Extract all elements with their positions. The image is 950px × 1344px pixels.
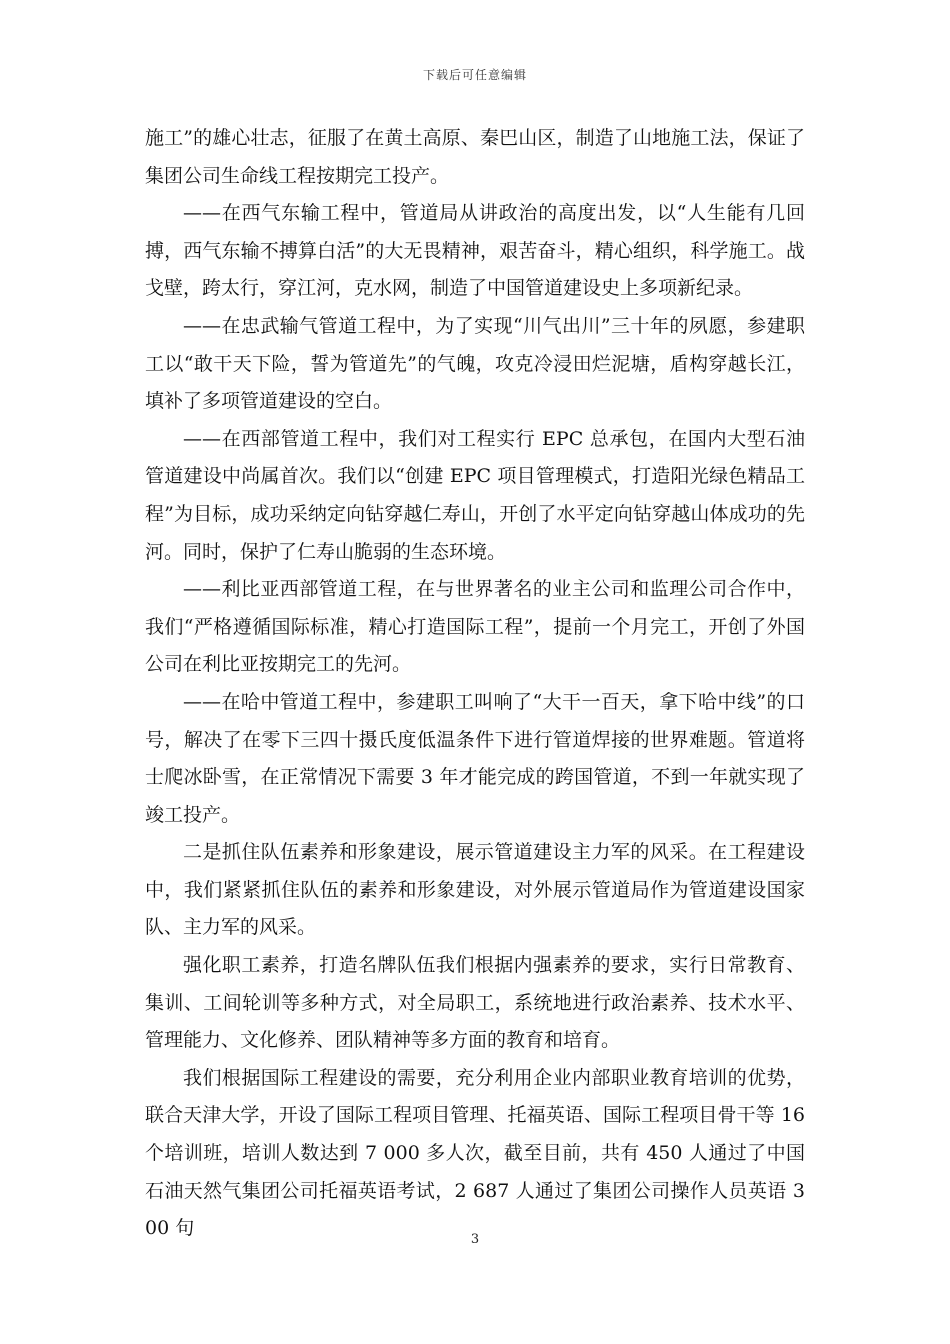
page-number: 3 bbox=[470, 1232, 480, 1247]
paragraph-1: 施工”的雄心壮志，征服了在黄土高原、秦巴山区，制造了山地施工法，保证了集团公司生命线工程按期完工投产。 bbox=[145, 127, 805, 187]
paragraph-7: 二是抓住队伍素养和形象建设，展示管道建设主力军的风采。在工程建设中，我们紧紧抓住队伍的素养和形象建设，对外展示管道局作为管道建设国家队、主力军的风采。 bbox=[145, 841, 805, 939]
paragraph-5: ——利比亚西部管道工程，在与世界著名的业主公司和监理公司合作中，我们“严格遵循国际标准，精心打造国际工程”，提前一个月完工，开创了外国公司在利比亚按期完工的先河。 bbox=[145, 578, 805, 676]
paragraph-4: ——在西部管道工程中，我们对工程实行 EPC 总承包，在国内大型石油管道建设中尚属首次。我们以“创建 EPC 项目管理模式，打造阳光绿色精品工程”为目标，成功采纳定向钻穿越仁寿山，开创了水平定向钻穿越山体成功的先河。同时，保护了仁寿山脆弱的生态环境。 bbox=[145, 427, 805, 563]
paragraph-3: ——在忠武输气管道工程中，为了实现“川气出川”三十年的夙愿，参建职工以“敢干天下险，誓为管道先”的气魄，攻克冷浸田烂泥塘，盾构穿越长江，填补了多项管道建设的空白。 bbox=[145, 314, 805, 413]
document-body bbox=[145, 120, 805, 1248]
paragraph-9: 我们根据国际工程建设的需要，充分利用企业内部职业教育培训的优势，联合天津大学，开设了国际工程项目管理、托福英语、国际工程项目骨干等 16 个培训班，培训人数达到 7 000 多人次，截至目前，共有 450 人通过了中国石油天然气集团公司托福英语考试，2 687 人通过了集团公司操作人员英语 300 句 bbox=[145, 1066, 805, 1240]
paragraph-8: 强化职工素养，打造名牌队伍我们根据内强素养的要求，实行日常教育、集训、工间轮训等多种方式，对全局职工，系统地进行政治素养、技术水平、管理能力、文化修养、团队精神等多方面的教育和培育。 bbox=[145, 954, 805, 1052]
page-header: 下载后可任意编辑 bbox=[422, 68, 527, 82]
paragraph-2: ——在西气东输工程中，管道局从讲政治的高度出发，以“人生能有几回搏，西气东输不搏算白活”的大无畏精神，艰苦奋斗，精心组织，科学施工。战戈壁，跨太行，穿江河，克水网，制造了中国管道建设史上多项新纪录。 bbox=[145, 202, 805, 300]
paragraph-6: ——在哈中管道工程中，参建职工叫响了“大干一百天，拿下哈中线”的口号，解决了在零下三四十摄氏度低温条件下进行管道焊接的世界难题。管道将士爬冰卧雪，在正常情况下需要 3 年才能完成的跨国管道，不到一年就实现了竣工投产。 bbox=[145, 690, 805, 826]
